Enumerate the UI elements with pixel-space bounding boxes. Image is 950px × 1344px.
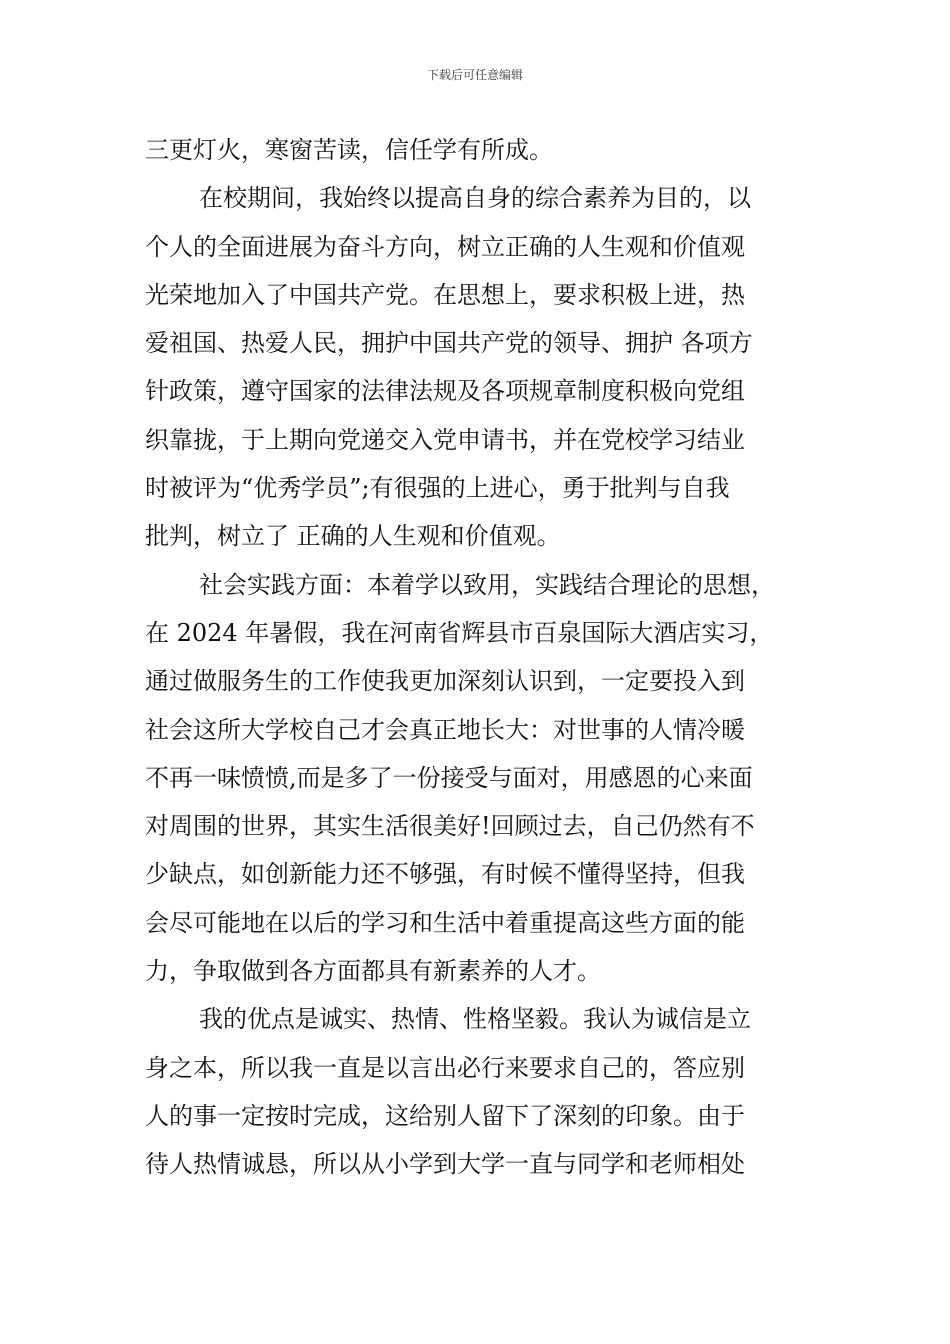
text-line: 时被评为“优秀学员”;有很强的上进心，勇于批判与自我 bbox=[145, 474, 730, 503]
paragraph-start-line: 社会实践方面：本着学以致用，实践结合理论的思想， bbox=[199, 570, 775, 599]
text-line: 对周围的世界，其实生活很美好!回顾过去，自己仍然有不 bbox=[145, 812, 755, 841]
text-line: 光荣地加入了中国共产党。在思想上，要求积极上进，热 bbox=[145, 280, 745, 309]
text-line: 针政策，遵守国家的法律法规及各项规章制度积极向党组 bbox=[145, 377, 745, 406]
text-line: 人的事一定按时完成，这给别人留下了深刻的印象。由于 bbox=[145, 1101, 745, 1130]
text-line: 通过做服务生的工作使我更加深刻认识到，一定要投入到 bbox=[145, 667, 745, 696]
text-line: 不再一味愤愤,而是多了一份接受与面对，用感恩的心来面 bbox=[145, 763, 753, 792]
paragraph-start-line: 我的优点是诚实、热情、性格坚毅。我认为诚信是立 bbox=[199, 1005, 751, 1034]
text-line: 织靠拢，于上期向党递交入党申请书，并在党校学习结业 bbox=[145, 425, 745, 454]
text-line: 批判，树立了 正确的人生观和价值观。 bbox=[145, 522, 561, 551]
paragraph-start-line: 在校期间，我始终以提高自身的综合素养为目的，以 bbox=[199, 184, 751, 213]
text-line: 社会这所大学校自己才会真正地长大：对世事的人情冷暖 bbox=[145, 715, 745, 744]
text-line: 待人热情诚恳，所以从小学到大学一直与同学和老师相处 bbox=[145, 1150, 745, 1179]
text-line: 会尽可能地在以后的学习和生活中着重提高这些方面的能 bbox=[145, 908, 745, 937]
text-line: 少缺点，如创新能力还不够强，有时候不懂得坚持，但我 bbox=[145, 860, 745, 889]
text-line: 在 2024 年暑假，我在河南省辉县市百泉国际大酒店实习， bbox=[145, 618, 774, 647]
header-note: 下载后可任意编辑 bbox=[426, 68, 523, 82]
text-line: 爱祖国、热爱人民，拥护中国共产党的领导、拥护 各项方 bbox=[145, 329, 753, 358]
text-line: 三更灯火，寒窗苦读，信任学有所成。 bbox=[145, 136, 553, 164]
text-line: 力，争取做到各方面都具有新素养的人才。 bbox=[145, 957, 601, 986]
text-line: 个人的全面进展为奋斗方向，树立正确的人生观和价值观 bbox=[145, 232, 745, 261]
document-body bbox=[145, 126, 815, 1189]
text-line: 身之本，所以我一直是以言出必行来要求自己的，答应别 bbox=[145, 1053, 745, 1082]
